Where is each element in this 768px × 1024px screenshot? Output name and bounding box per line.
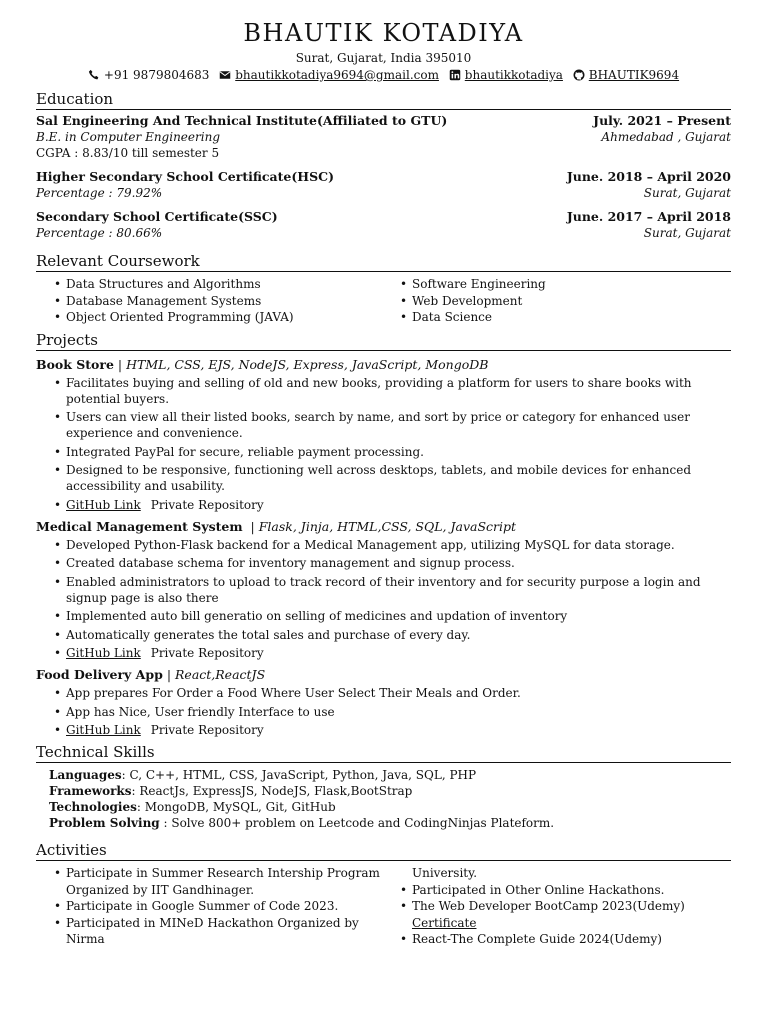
github-project-link[interactable]: GitHub Link [66, 646, 141, 660]
education-dates: June. 2017 – April 2018 [566, 209, 731, 224]
phone-number: +91 9879804683 [103, 68, 210, 82]
envelope-icon [219, 69, 231, 81]
education-entry [36, 113, 731, 161]
project-bullet: • Automatically generates the total sales and purchase of every day. [66, 627, 731, 643]
github-contact[interactable] [573, 67, 679, 83]
projects-heading: Projects [36, 331, 731, 351]
email-link[interactable]: bhautikkotadiya9694@gmail.com [235, 68, 439, 82]
education-dates: June. 2018 – April 2020 [566, 169, 731, 184]
activity-item: • Participate in Summer Research Intership Program Organized by IIT Gandhinager. [66, 865, 382, 898]
education-location: Surat, Gujarat [643, 226, 731, 240]
project-bullet: • Facilitates buying and selling of old and new books, providing a platform for users to share books with potential buyers. [66, 375, 731, 407]
resume-page [36, 18, 731, 948]
project-tech: Flask, Jinja, HTML,CSS, SQL, JavaScript [258, 518, 517, 534]
phone-icon [88, 69, 100, 81]
course-item: • Object Oriented Programming (JAVA) [66, 309, 382, 326]
course-item: • Software Engineering [412, 276, 728, 293]
repo-note: Private Repository [150, 723, 264, 737]
github-icon [573, 69, 585, 81]
skills-heading: Technical Skills [36, 743, 731, 763]
course-item: • Web Development [412, 293, 728, 310]
cgpa: CGPA : 8.83/10 till semester 5 [36, 146, 220, 160]
address: Surat, Gujarat, India 395010 [295, 51, 472, 65]
linkedin-link[interactable]: bhautikkotadiya [464, 68, 563, 82]
project-bullet: • Enabled administrators to upload to track record of their inventory and for security purpose a login and signup page is also there [66, 574, 731, 606]
skills-list [36, 767, 731, 831]
certificate-link[interactable]: Certificate [412, 915, 477, 930]
education-location: Surat, Gujarat [643, 186, 731, 200]
phone-contact[interactable] [88, 67, 210, 83]
project-link-row [66, 497, 731, 513]
project-link-row [66, 645, 731, 661]
skill-row: Technologies: MongoDB, MySQL, Git, GitHub [49, 800, 336, 814]
skill-row: Frameworks: ReactJs, ExpressJS, NodeJS, Flask,BootStrap [49, 784, 413, 798]
project-bullet: • Implemented auto bill generatio on selling of medicines and updation of inventory [66, 608, 731, 624]
github-project-link[interactable]: GitHub Link [66, 497, 141, 512]
activity-continuation: University. [412, 866, 478, 880]
project-tech: HTML, CSS, EJS, NodeJS, Express, JavaScript, MongoDB [126, 356, 489, 372]
coursework-heading: Relevant Coursework [36, 252, 731, 272]
percentage: Percentage : 79.92% [36, 186, 163, 200]
education-location: Ahmedabad , Gujarat [601, 130, 731, 144]
coursework-list [36, 276, 731, 326]
linkedin-icon [449, 69, 461, 81]
github-project-link[interactable]: GitHub Link [66, 723, 141, 737]
project-entry: Medical Management System | Flask, Jinja, HTML,CSS, SQL, JavaScript • Developed Python-Flask backend for a Medical Management app, utilizing MySQL for data storage. • Created database schema for inventory management and signup process. • Enabled administrators to upload to track record of their inventory and for security purpose a login and signup page is also there • Implemented auto bill generatio on selling of medicines and updation of inventory • Automatically generates the total sales and purchase of every day. • GitHub Link Private Repository [36, 519, 731, 662]
school-name: Higher Secondary School Certificate(HSC) [36, 169, 334, 184]
project-bullet: • App prepares For Order a Food Where User Select Their Meals and Order. [66, 685, 731, 701]
contact-line [36, 67, 731, 85]
project-tech: React,ReactJS [175, 667, 266, 682]
school-name: Secondary School Certificate(SSC) [36, 209, 278, 224]
degree: B.E. in Computer Engineering [36, 130, 220, 144]
github-link[interactable]: BHAUTIK9694 [588, 68, 680, 82]
course-item: • Data Science [412, 309, 728, 326]
project-bullet: • App has Nice, User friendly Interface to use [66, 704, 731, 720]
activity-item: • Participated in MINeD Hackathon Organized by Nirma [66, 915, 382, 948]
education-entry [36, 209, 731, 241]
repo-note: Private Repository [150, 646, 264, 660]
email-contact[interactable] [219, 67, 439, 83]
education-dates: July. 2021 – Present [593, 113, 731, 128]
project-bullet: • Users can view all their listed books, search by name, and sort by price or category for enhanced user experience and convenience. [66, 409, 731, 441]
activity-item: • Participate in Google Summer of Code 2023. [66, 898, 382, 915]
school-name: Sal Engineering And Technical Institute(Affiliated to GTU) [36, 113, 448, 128]
repo-note: Private Repository [150, 497, 264, 512]
course-item: • Database Management Systems [66, 293, 382, 310]
project-name: Food Delivery App [36, 667, 163, 682]
linkedin-contact[interactable] [449, 67, 563, 83]
education-entry [36, 169, 731, 201]
course-item: • Data Structures and Algorithms [66, 276, 382, 293]
activity-item: • Participated in Other Online Hackathons. [412, 882, 728, 899]
education-heading: Education [36, 90, 731, 110]
skill-row: Languages: C, C++, HTML, CSS, JavaScript, Python, Java, SQL, PHP [49, 768, 477, 782]
percentage: Percentage : 80.66% [36, 226, 163, 240]
project-bullet: • Created database schema for inventory management and signup process. [66, 555, 731, 571]
candidate-name: BHAUTIK KOTADIYA [243, 19, 524, 47]
activity-item: • The Web Developer BootCamp 2023(Udemy) Certificate [412, 898, 728, 931]
project-name: Medical Management System [36, 518, 243, 534]
activities-list [36, 865, 731, 948]
project-link-row [66, 722, 731, 738]
project-bullet: • Designed to be responsive, functioning well across desktops, tablets, and mobile devices for enhanced accessibility and usability. [66, 462, 731, 494]
project-name: Book Store [36, 356, 114, 372]
project-bullet: • Developed Python-Flask backend for a Medical Management app, utilizing MySQL for data storage. [66, 537, 731, 553]
project-entry: Book Store | HTML, CSS, EJS, NodeJS, Express, JavaScript, MongoDB • Facilitates buying and selling of old and new books, providing a platform for users to share books with potential buyers. • Users can view all their listed books, search by name, and sort by price or category for enhanced user experience and convenience. • Integrated PayPal for secure, reliable payment processing. • Designed to be responsive, functioning well across desktops, tablets, and mobile devices for enhanced accessibility and usability. • GitHub Link Private Repository [36, 357, 731, 513]
skill-row: Problem Solving : Solve 800+ problem on Leetcode and CodingNinjas Plateform. [49, 816, 555, 830]
project-entry: Food Delivery App | React,ReactJS • App prepares For Order a Food Where User Select Their Meals and Order. • App has Nice, User friendly Interface to use • GitHub Link Private Repository [36, 667, 731, 738]
project-bullet: • Integrated PayPal for secure, reliable payment processing. [66, 444, 731, 460]
activity-item: • React-The Complete Guide 2024(Udemy) [412, 931, 728, 948]
activities-heading: Activities [36, 841, 731, 861]
